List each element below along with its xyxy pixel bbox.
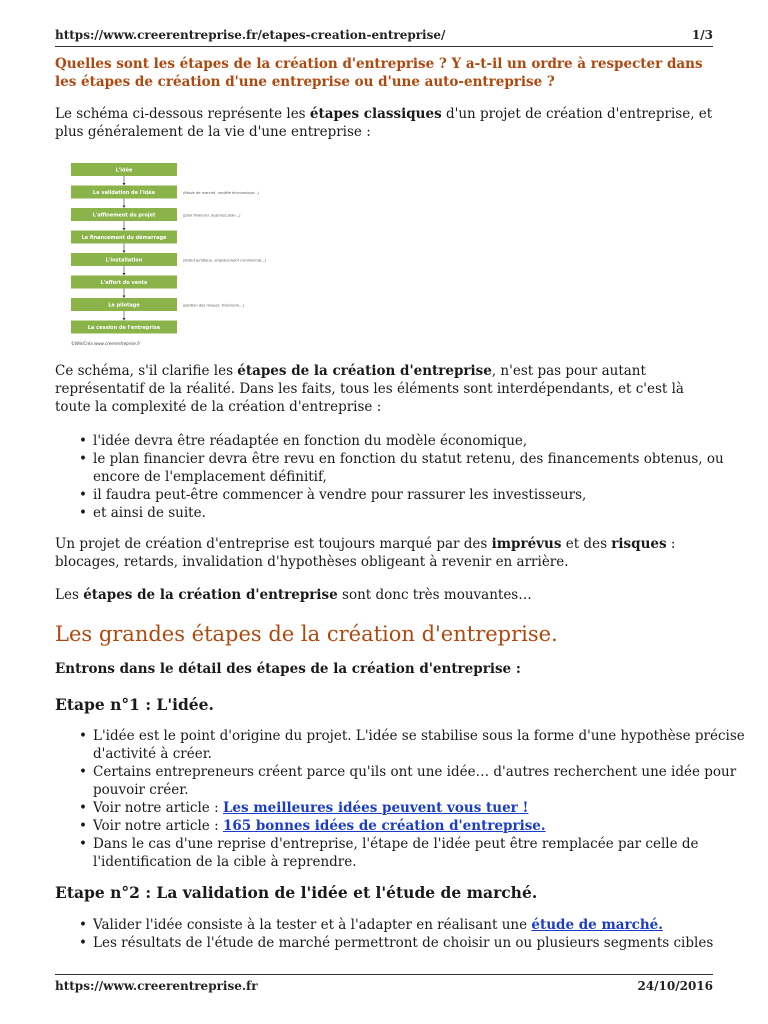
step1-list — [55, 727, 751, 871]
diagram-step-label: L'installation — [105, 257, 143, 264]
diagram-step-note: (gestion des risques, trésorerie…) — [183, 303, 245, 308]
diagram-arrow-head — [123, 296, 126, 299]
diagram-arrow-head — [123, 183, 126, 186]
header-url: https://www.creerentreprise.fr/etapes-creation-entreprise/ — [55, 28, 446, 42]
diagram-step-label: Le financement du démarrage — [81, 235, 167, 242]
section-heading: Les grandes étapes de la création d'entreprise. — [55, 622, 558, 646]
list-item: • Voir notre article : 165 bonnes idées de création d'entreprise. — [93, 817, 751, 835]
page-header — [55, 28, 713, 47]
link-165-ideas[interactable]: 165 bonnes idées de création d'entreprise. — [222, 818, 546, 834]
creation-steps-diagram — [65, 157, 305, 347]
diagram-arrow-head — [123, 251, 126, 254]
diagram-credit: ©WikiCréa www.creerentreprise.fr — [71, 341, 141, 346]
diagram-step-note: (étude de marché, modèle économique…) — [183, 191, 260, 195]
footer-url: https://www.creerentreprise.fr — [55, 979, 258, 993]
section-intro: Entrons dans le détail des étapes de la création d'entreprise : — [55, 661, 521, 677]
paragraph-schema: Ce schéma, s'il clarifie les étapes de la création d'entreprise, n'est pas pour autant représentatif de la réalité. Dans les faits, tous les éléments sont interdépendants, et c'est là toute la complexité de la création d'entreprise : — [55, 363, 684, 415]
intro-question: Quelles sont les étapes de la création d'entreprise ? Y a-t-il un ordre à respecter dans les étapes de création d'une entreprise ou d'une auto-entreprise ? — [55, 56, 703, 90]
list-item: • le plan financier devra être revu en fonction du statut retenu, des financements obtenus, ou encore de l'emplacement définitif, — [93, 450, 751, 486]
step2-list — [55, 916, 751, 952]
list-item: • l'idée devra être réadaptée en fonction du modèle économique, — [93, 432, 751, 450]
step2-heading: Etape n°2 : La validation de l'idée et l'étude de marché. — [55, 883, 538, 902]
diagram-step-label: L'idée — [115, 167, 133, 174]
diagram-arrow-head — [123, 228, 126, 231]
diagram-step-note: (statut juridique, emplacement commercial…) — [183, 258, 267, 263]
diagram-step-note: (plan financier, business plan…) — [183, 213, 241, 218]
list-item: • Voir notre article : Les meilleures idées peuvent vous tuer ! — [93, 799, 751, 817]
diagram-step-label: La validation de l'idée — [92, 190, 156, 197]
list-item: • et ainsi de suite. — [93, 504, 751, 522]
diagram-step-label: L'effort de vente — [100, 280, 148, 287]
step1-heading: Etape n°1 : L'idée. — [55, 695, 214, 714]
footer-date: 24/10/2016 — [637, 979, 713, 993]
link-best-ideas[interactable]: Les meilleures idées peuvent vous tuer ! — [222, 800, 529, 816]
paragraph-moving: Les étapes de la création d'entreprise sont donc très mouvantes… — [55, 587, 532, 603]
page-footer — [55, 974, 713, 993]
diagram-arrow-head — [123, 273, 126, 276]
diagram-step-label: Le pilotage — [108, 302, 140, 309]
list-item: • Certains entrepreneurs créent parce qu'ils ont une idée… d'autres recherchent une idée pour pouvoir créer. — [93, 763, 751, 799]
header-page-number: 1/3 — [691, 28, 713, 42]
paragraph-risks: Un projet de création d'entreprise est toujours marqué par des imprévus et des risques : blocages, retards, invalidation d'hypothèses obligeant à revenir en arrière. — [55, 536, 676, 570]
diagram-step-label: L'affinement du projet — [92, 212, 156, 219]
diagram-arrow-head — [123, 318, 126, 321]
list-item: • Valider l'idée consiste à la tester et à l'adapter en réalisant une étude de marché. — [93, 916, 751, 934]
paragraph-intro: Le schéma ci-dessous représente les étapes classiques d'un projet de création d'entreprise, et plus généralement de la vie d'une entreprise : — [55, 106, 713, 140]
list-item: • L'idée est le point d'origine du projet. L'idée se stabilise sous la forme d'une hypothèse précise d'activité à créer. — [93, 727, 751, 763]
interdependence-list — [55, 432, 751, 522]
list-item: • Les résultats de l'étude de marché permettront de choisir un ou plusieurs segments cibles — [93, 934, 751, 952]
diagram-step-label: La cession de l'entreprise — [87, 325, 161, 332]
diagram-arrow-head — [123, 206, 126, 209]
list-item: • il faudra peut-être commencer à vendre pour rassurer les investisseurs, — [93, 486, 751, 504]
link-market-study[interactable]: étude de marché. — [531, 917, 663, 933]
document-page — [55, 0, 745, 1024]
list-item: • Dans le cas d'une reprise d'entreprise, l'étape de l'idée peut être remplacée par celle de l'identification de la cible à reprendre. — [93, 835, 751, 871]
